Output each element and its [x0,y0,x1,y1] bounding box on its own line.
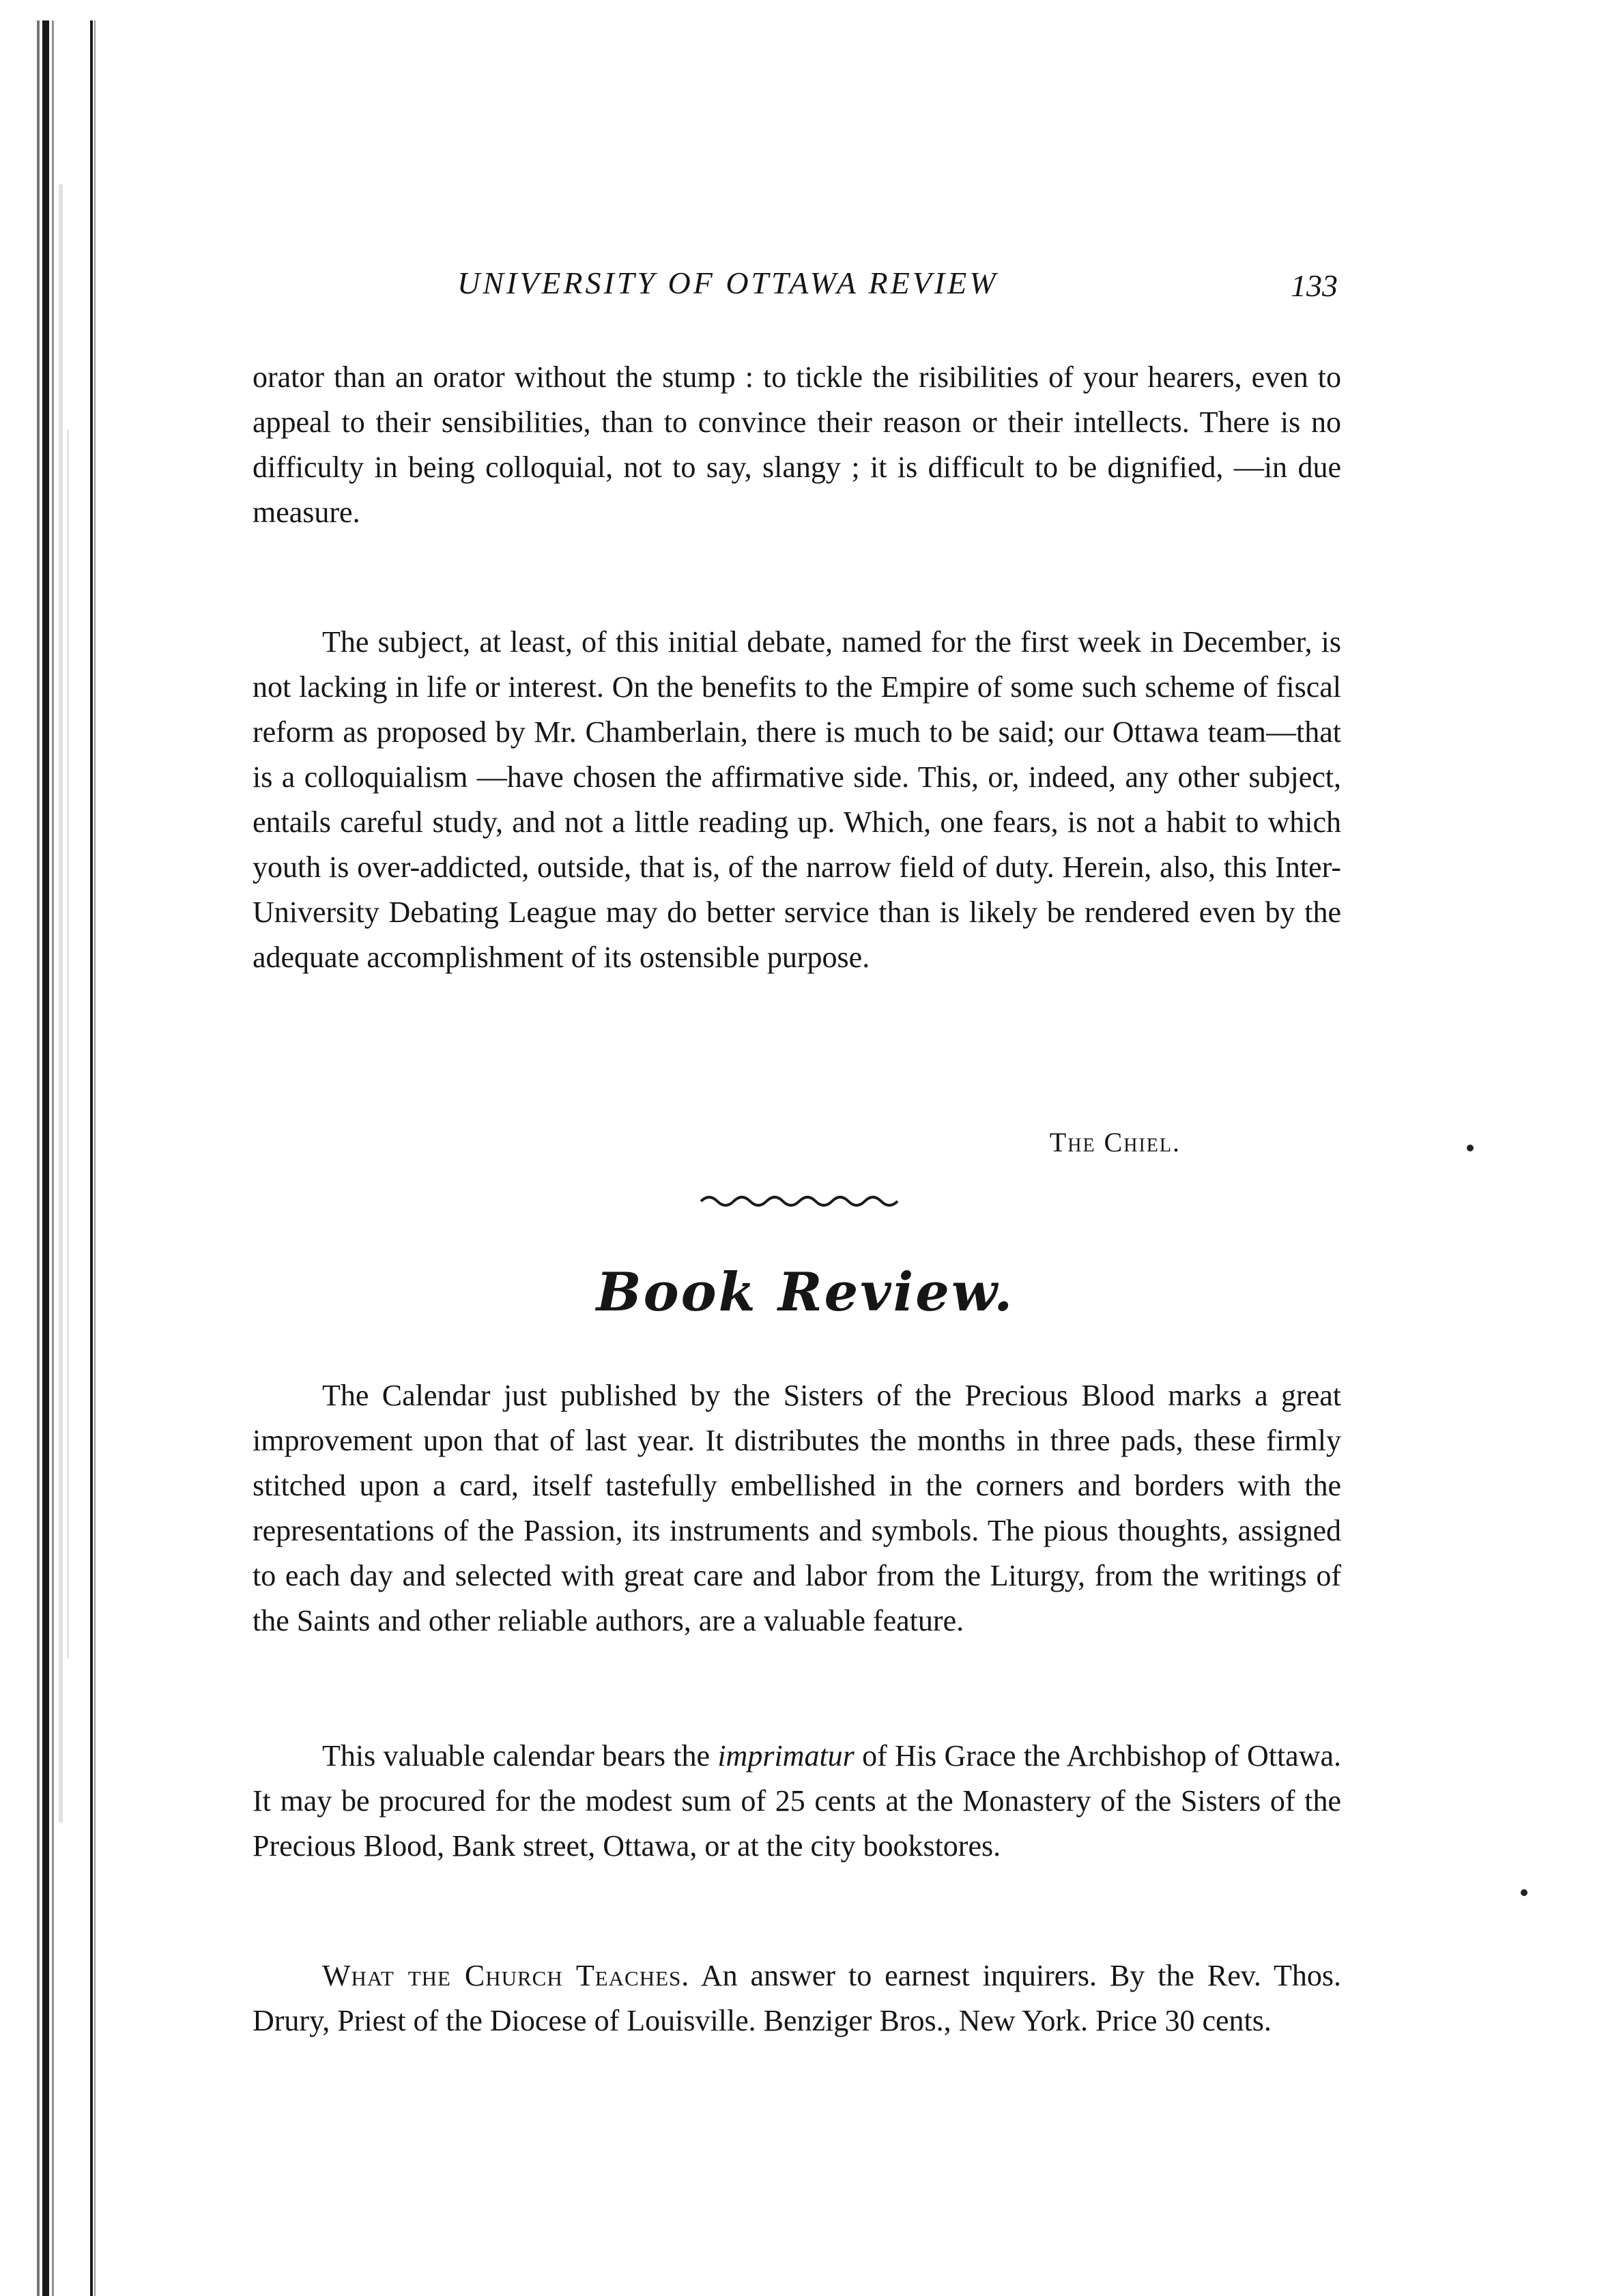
paragraph-continued: orator than an orator without the stump : to tickle the risibilities of your hearers, even to appeal to their sensibilities, than to convince their reason or their intellects. There is no difficulty in being colloquial, not to say, slangy ; it is difficult to be dignified, —in due measure. [253,360,1341,529]
section-heading: Book Review. [596,1261,1015,1323]
review-entry-church-teaches [253,1953,1341,2043]
paragraph-debate-subject: The subject, at least, of this initial debate, named for the first week in December, is not lacking in life or interest. On the benefits to the Empire of some such scheme of fiscal reform as proposed by Mr. Chamberlain, there is much to be said; our Ottawa team—that is a colloquialism —have chosen the affirmative side. This, or, indeed, any other subject, entails careful study, and not a little reading up. Which, one fears, is not a habit to which youth is over-addicted, outside, that is, of the narrow field of duty. Herein, also, this Inter-University Debating League may do better service than is likely be rendered even by the adequate accomplishment of its ostensible purpose. [253,625,1341,974]
book-description: An answer to earnest inquirers. By the Rev. Thos. Drury, Priest of the Diocese of Louisville. Benziger Bros., New York. Price 30 cents. [253,1959,1341,2037]
page-number: 133 [1291,268,1338,303]
review-paragraph-imprimatur [253,1734,1341,1869]
page-header [253,265,1358,313]
review-text-after: of His Grace the Archbishop of Ottawa. It may be procured for the modest sum of 25 cents at the Monastery of the Sisters of the Precious Blood, Bank street, Ottawa, or at the city bookstores. [253,1739,1342,1863]
wavy-divider-ornament [698,1189,903,1209]
book-title: What the Church Teaches. [322,1959,690,1992]
imprimatur-word: imprimatur [717,1739,855,1773]
running-title: UNIVERSITY OF OTTAWA REVIEW [457,266,999,300]
author-signature: The Chiel. [1049,1127,1181,1158]
book-page [253,0,1358,2296]
review-paragraph-calendar: The Calendar just published by the Sisters of the Precious Blood marks a great improvement upon that of last year. It distributes the months in three pads, these firmly stitched upon a card, itself tastefully embellished in the corners and borders with the representations of the Passion, its instruments and symbols. The pious thoughts, assigned to each day and selected with great care and labor from the Liturgy, from the writings of the Saints and other reliable authors, are a valuable feature. [253,1379,1341,1637]
review-text-before: This valuable calendar bears the [322,1739,718,1773]
